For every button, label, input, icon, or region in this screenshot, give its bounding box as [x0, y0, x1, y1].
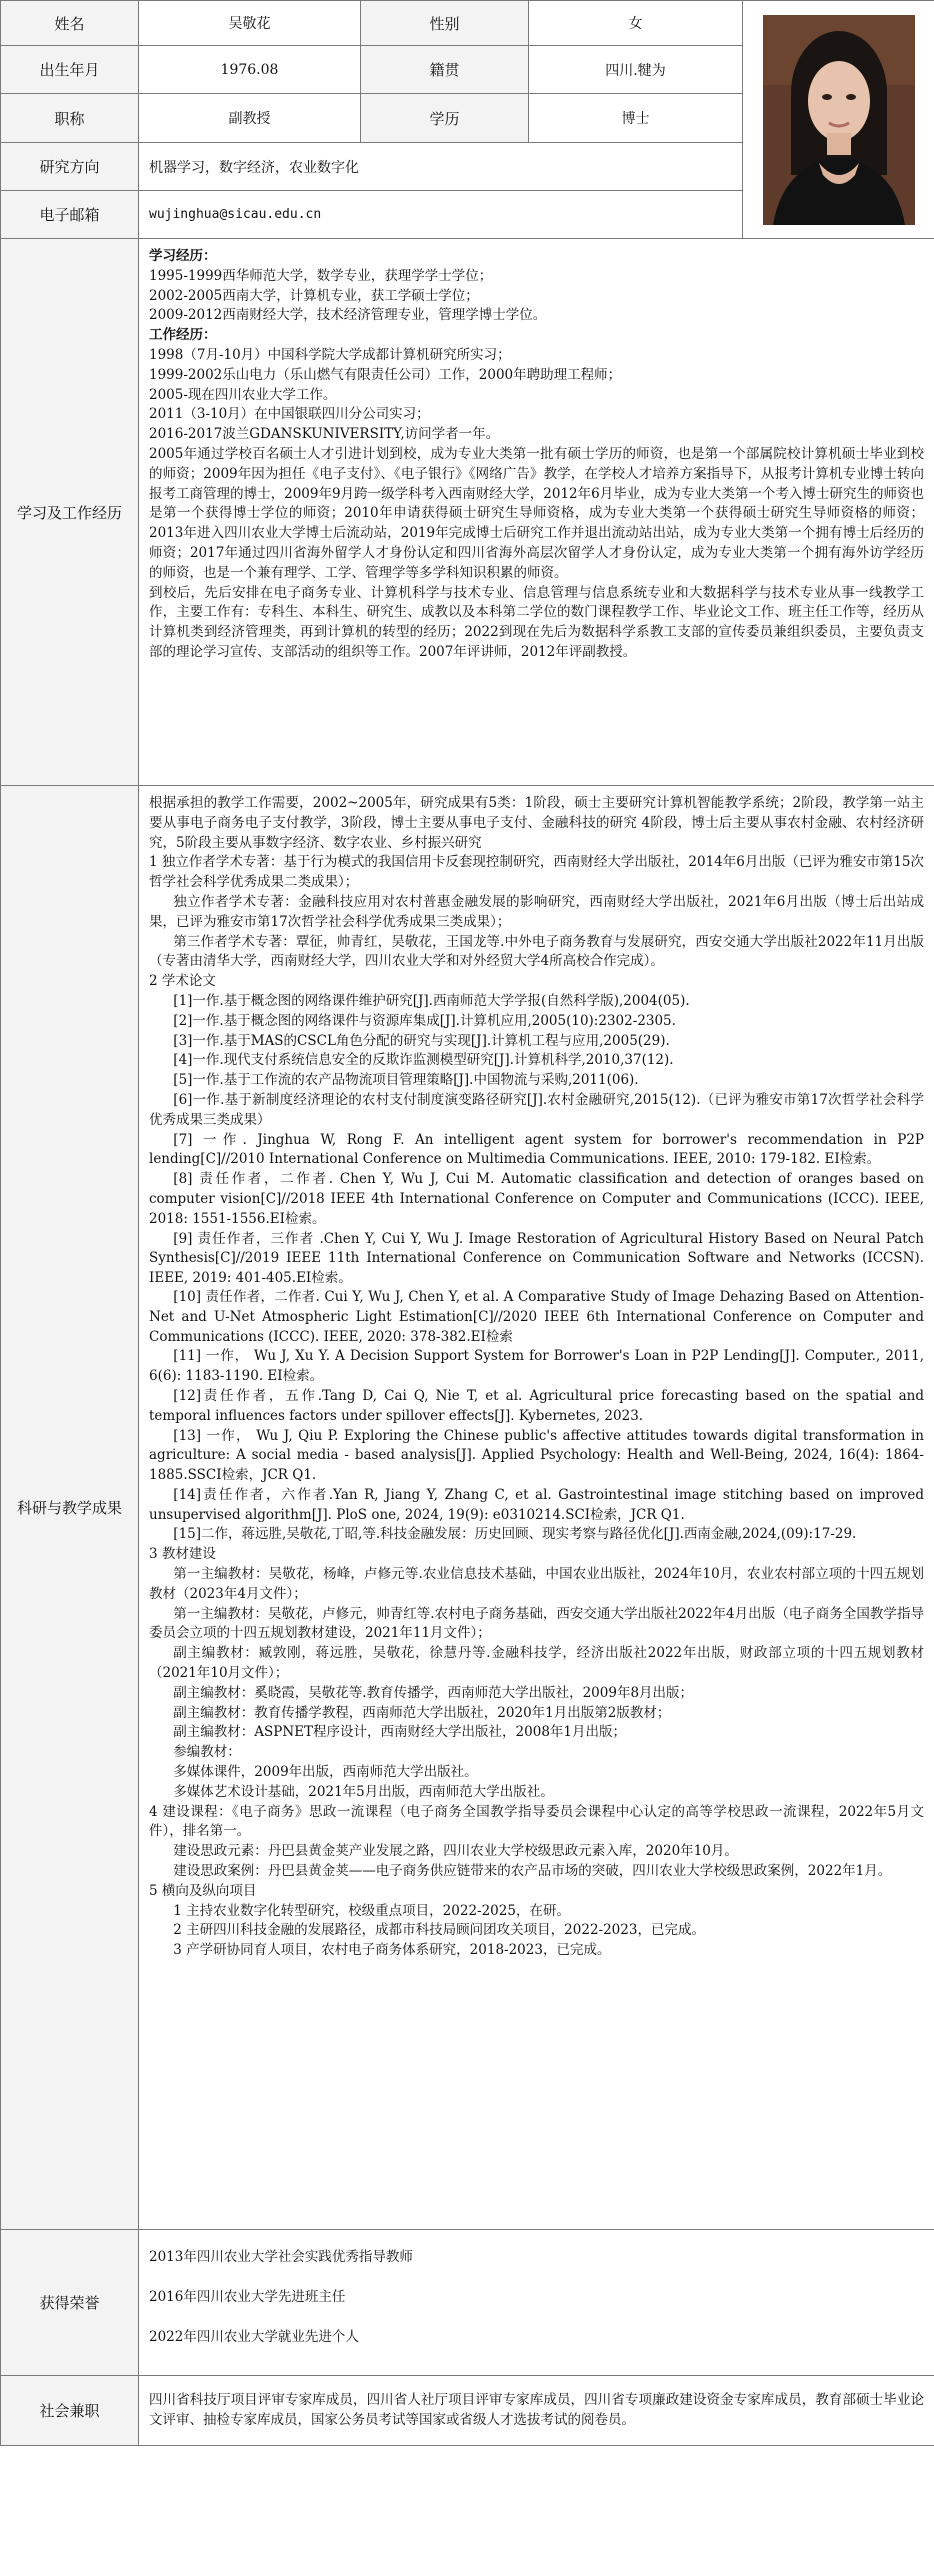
- work-item: 2011（3-10月）在中国银联四川分公司实习；: [149, 406, 430, 423]
- gender-label: 性别: [361, 1, 529, 46]
- study-item: 1995-1999西华师范大学，数学专业，获理学学士学位；: [149, 267, 493, 284]
- experience-paragraph: 2005年通过学校百名硕士人才引进计划到校，成为专业大类第一批有硕士学历的师资，也是第一个部属院校计算机硕士毕业到校的师资；2009年因为担任《电子支付》、《电子银行》《网络广告》教学，在学校人才培养方案指导下，从报考计算机专业博士转向报考工商管理的博士，2009年9月跨一级学科考入西南财经大学，2012年6月毕业，成为专业大类第一个考入博士研究生的师资也是第一个获得博士学位的师资；2010年申请获得硕士研究生导师资格，成为专业大类第一个获得硕士研究生导师资格的师资；2013年进入四川农业大学博士后流动站，2019年完成博士后研究工作并退出流动站出站，成为专业大类第一个拥有博士后经历的师资；2017年通过四川省海外留学人才身份认定和四川省海外高层次留学人才身份认定，成为专业大类第一个拥有海外访学经历的师资，也是一个兼有理学、工学、管理学等多学科知识积累的师资。: [149, 445, 924, 581]
- monograph-item: 基于行为模式的我国信用卡反套现控制研究，西南财经大学出版社，2014年6月出版（已评为雅安市第15次哲学社会科学优秀成果二类成果）；: [149, 854, 925, 891]
- email-label: 电子邮箱: [1, 191, 139, 239]
- monograph-item: 独立作者学术专著：金融科技应用对农村普惠金融发展的影响研究，西南财经大学出版社，2021年6月出版（博士后出站成果，已评为雅安市第17次哲学社会科学优秀成果三类成果）；: [149, 893, 924, 930]
- degree-value: 博士: [529, 94, 743, 143]
- course-item: 建设思政元素：丹巴县黄金荚产业发展之路，四川农业大学校级思政元素入库，2020年10月。: [173, 1843, 738, 1860]
- birth-value: 1976.08: [139, 46, 361, 94]
- paper-item: [12]责任作者，五作.Tang D, Cai Q, Nie T, et al. Agricultural price forecasting based on the spatial and temporal influences factors under spillover effects[J]. Kybernetes, 2023.: [149, 1387, 924, 1424]
- social-content: [139, 2376, 934, 2446]
- paper-item: [11] 一作， Wu J, Xu Y. A Decision Support System for Borrower's Loan in P2P Lending[J]. Computer., 2011, 6(6): 1183-1190. EI检索。: [149, 1348, 924, 1385]
- experience-label: 学习及工作经历: [1, 239, 139, 786]
- monograph-heading: [149, 853, 924, 893]
- textbook-item: 第一主编教材：吴敬花，卢修元，帅青红等.农村电子商务基础，西安交通大学出版社2022年4月出版（电子商务全国教学指导委员会立项的十四五规划教材建设，2021年11月文件）；: [149, 1605, 924, 1642]
- honors-content: [139, 2230, 934, 2376]
- research-intro: 根据承担的教学工作需要，2002~2005年，研究成果有5类：1阶段，硕士主要研究计算机智能教学系统；2阶段，教学第一站主要从事电子商务电子支付教学，3阶段，博士主要从事电子支付、金融科技的研究 4阶段，博士后主要从事农村金融、农村经济研究，5阶段主要从事数字经济、数字农业、乡村振兴研究: [149, 795, 924, 851]
- honor-item: 2022年四川农业大学就业先进个人: [149, 2328, 359, 2345]
- research-label: 研究方向: [1, 143, 139, 191]
- paper-item: [2]一作.基于概念图的网络课件与资源库集成[J].计算机应用,2005(10):2302-2305.: [173, 1012, 676, 1029]
- textbook-item: 多媒体课件，2009年出版，西南师范大学出版社。: [173, 1764, 478, 1781]
- textbook-item: 第一主编教材：吴敬花，杨峰，卢修元等.农业信息技术基础，中国农业出版社，2024年10月，农业农村部立项的十四五规划教材（2023年4月文件）；: [149, 1566, 924, 1602]
- projects-heading: 5 横向及纵向项目: [149, 1882, 257, 1899]
- monograph-item: 第三作者学术专著：覃征，帅青红，吴敬花，王国龙等.中外电子商务教育与发展研究，西安交通大学出版社2022年11月出版（专著由清华大学，西南财经大学，四川农业大学和对外经贸大学4所高校合作完成）。: [149, 933, 924, 970]
- portrait-photo: [763, 15, 915, 225]
- study-item: 2009-2012西南财经大学，技术经济管理专业，管理学博士学位。: [149, 307, 547, 324]
- paper-item: [9] 责任作者，三作者 .Chen Y, Cui Y, Wu J. Image Restoration of Agricultural History Based on Neural Patch Synthesis[C]//2019 IEEE 11th International Conference on Communication Software and Networks (ICCSN). IEEE, 2019: 401-405.EI检索。: [149, 1230, 924, 1287]
- social-text: 四川省科技厅项目评审专家库成员，四川省人社厅项目评审专家库成员，四川省专项廉政建设资金专家库成员，教育部硕士毕业论文评审、抽检专家库成员，国家公务员考试等国家或省级人才选拔考试的阅卷员。: [149, 2392, 924, 2428]
- textbook-item: 副主编教材：臧敦刚，蒋远胜，吴敬花，徐慧丹等.金融科技学，经济出版社2022年出版，财政部立项的十四五规划教材（2021年10月文件）；: [149, 1645, 924, 1682]
- paper-item: [15]二作，蒋远胜,吴敬花,丁昭,等.科技金融发展：历史回顾、现实考察与路径优化[J].西南金融,2024,(09):17-29.: [173, 1526, 857, 1543]
- paper-item: [3]一作.基于MAS的CSCL角色分配的研究与实现[J].计算机工程与应用,2005(29).: [173, 1032, 670, 1049]
- study-heading: 学习经历：: [149, 248, 217, 264]
- name-value: 吴敬花: [139, 1, 361, 46]
- paper-item: [5]一作.基于工作流的农产品物流项目管理策略[J].中国物流与采购,2011(06).: [173, 1072, 639, 1089]
- textbook-heading: 3 教材建设: [149, 1546, 216, 1563]
- honors-label: 获得荣誉: [1, 2230, 139, 2376]
- paper-item: [4]一作.现代支付系统信息安全的反欺诈监测模型研究[J].计算机科学,2010,37(12).: [173, 1052, 674, 1069]
- project-item: 1 主持农业数字化转型研究，校级重点项目，2022-2025，在研。: [173, 1902, 570, 1919]
- title-label: 职称: [1, 94, 139, 143]
- social-label: 社会兼职: [1, 2376, 139, 2446]
- monograph-heading-text: 1 独立作者学术专著：: [149, 854, 284, 871]
- textbook-item: 参编教材：: [173, 1744, 241, 1761]
- origin-value: 四川.犍为: [529, 46, 743, 94]
- paper-item: [1]一作.基于概念图的网络课件维护研究[J].西南师范大学学报(自然科学版),2004(05).: [173, 992, 690, 1009]
- study-item: 2002-2005西南大学，计算机专业，获工学硕士学位；: [149, 287, 479, 304]
- honor-item: 2013年四川农业大学社会实践优秀指导教师: [149, 2249, 413, 2265]
- gender-value: 女: [529, 1, 743, 46]
- paper-item: [14]责任作者，六作者.Yan R, Jiang Y, Zhang C, et al. Gastrointestinal image stitching based on improved unsupervised algorithm[J]. PloS one, 2024, 19(9): e0310214.SCI检索，JCR Q1.: [149, 1486, 924, 1523]
- email-value: wujinghua@sicau.edu.cn: [139, 191, 743, 239]
- research-content: [139, 786, 934, 2230]
- research-value: 机器学习，数字经济，农业数字化: [139, 143, 743, 191]
- paper-item: [7] 一作. Jinghua W, Rong F. An intelligent agent system for borrower's recommendation in P2P lending[C]//2010 International Conference on Multimedia Communications. IEEE, 2010: 179-182. EI检索。: [149, 1131, 924, 1168]
- photo-cell: [743, 1, 934, 239]
- course-item: 建设思政案例：丹巴县黄金荚——电子商务供应链带来的农产品市场的突破，四川农业大学校级思政案例，2022年1月。: [173, 1863, 892, 1880]
- textbook-item: 副主编教材：ASPNET程序设计，西南财经大学出版社，2008年1月出版；: [173, 1724, 626, 1741]
- project-item: 2 主研四川科技金融的发展路径，成都市科技局顾问团攻关项目，2022-2023，已完成。: [173, 1922, 705, 1939]
- paper-item: [6]一作.基于新制度经济理论的农村支付制度演变路径研究[J].农村金融研究,2015(12).（已评为雅安市第17次哲学社会科学优秀成果三类成果）: [149, 1091, 924, 1128]
- textbook-item: 副主编教材：教育传播学教程，西南师范大学出版社，2020年1月出版第2版教材；: [173, 1704, 671, 1721]
- honor-item: 2016年四川农业大学先进班主任: [149, 2288, 346, 2305]
- course-item: 4 建设课程：《电子商务》思政一流课程（电子商务全国教学指导委员会课程中心认定的高等学校思政一流课程，2022年5月文件），排名第一。: [149, 1803, 924, 1840]
- experience-paragraph: 到校后，先后安排在电子商务专业、计算机科学与技术专业、信息管理与信息系统专业和大数据科学与技术专业从事一线教学工作，主要工作有：专科生、本科生、研究生、成教以及本科第二学位的数门课程教学工作、毕业论文工作、班主任工作等，经历从计算机类到经济管理类，再到计算机的转型的经历；2022到现在先后为数据科学系教工支部的宣传委员兼组织委员，主要负责支部的理论学习宣传、支部活动的组织等工作。2007年评讲师，2012年评副教授。: [149, 584, 924, 660]
- research-achievements-label: 科研与教学成果: [1, 786, 139, 2230]
- work-heading: 工作经历：: [149, 327, 217, 344]
- work-item: 2016-2017波兰GDANSKUNIVERSITY,访问学者一年。: [149, 426, 500, 443]
- origin-label: 籍贯: [361, 46, 529, 94]
- textbook-item: 副主编教材：奚晓霞，吴敬花等.教育传播学，西南师范大学出版社，2009年8月出版；: [173, 1684, 694, 1701]
- paper-item: [10] 责任作者，二作者. Cui Y, Wu J, Chen Y, et al. A Comparative Study of Image Dehazing Based on Attention-Net and U-Net Atmospheric Light Estimation[C]//2020 IEEE 6th International Conference on Computer and Communications (ICCC). IEEE, 2020: 378-382.EI检索: [149, 1288, 924, 1345]
- work-item: 1998（7月-10月）中国科学院大学成都计算机研究所实习；: [149, 346, 511, 363]
- work-item: 2005-现在四川农业大学工作。: [149, 386, 337, 403]
- experience-content: [139, 239, 934, 786]
- birth-label: 出生年月: [1, 46, 139, 94]
- degree-label: 学历: [361, 94, 529, 143]
- name-label: 姓名: [1, 1, 139, 46]
- work-item: 1999-2002乐山电力（乐山燃气有限责任公司）工作，2000年聘助理工程师；: [149, 366, 622, 383]
- project-item: 3 产学研协同育人项目，农村电子商务体系研究，2018-2023，已完成。: [173, 1942, 611, 1959]
- papers-heading: 2 学术论文: [149, 973, 216, 990]
- paper-item: [13] 一作， Wu J, Qiu P. Exploring the Chinese public's affective attitudes towards digital transformation in agriculture: A social media - based analysis[J]. Applied Psychology: Health and Well‐Being, 2024, 16(4): 1864-1885.SSCI检索，JCR Q1.: [149, 1427, 924, 1484]
- title-value: 副教授: [139, 94, 361, 143]
- paper-item: [8] 责任作者，二作者. Chen Y, Wu J, Cui M. Automatic classification and detection of oranges based on computer vision[C]//2018 IEEE 4th International Conference on Computer and Communications (ICCC). IEEE, 2018: 1551-1556.EI检索。: [149, 1171, 924, 1227]
- textbook-item: 多媒体艺术设计基础，2021年5月出版，西南师范大学出版社。: [173, 1783, 554, 1800]
